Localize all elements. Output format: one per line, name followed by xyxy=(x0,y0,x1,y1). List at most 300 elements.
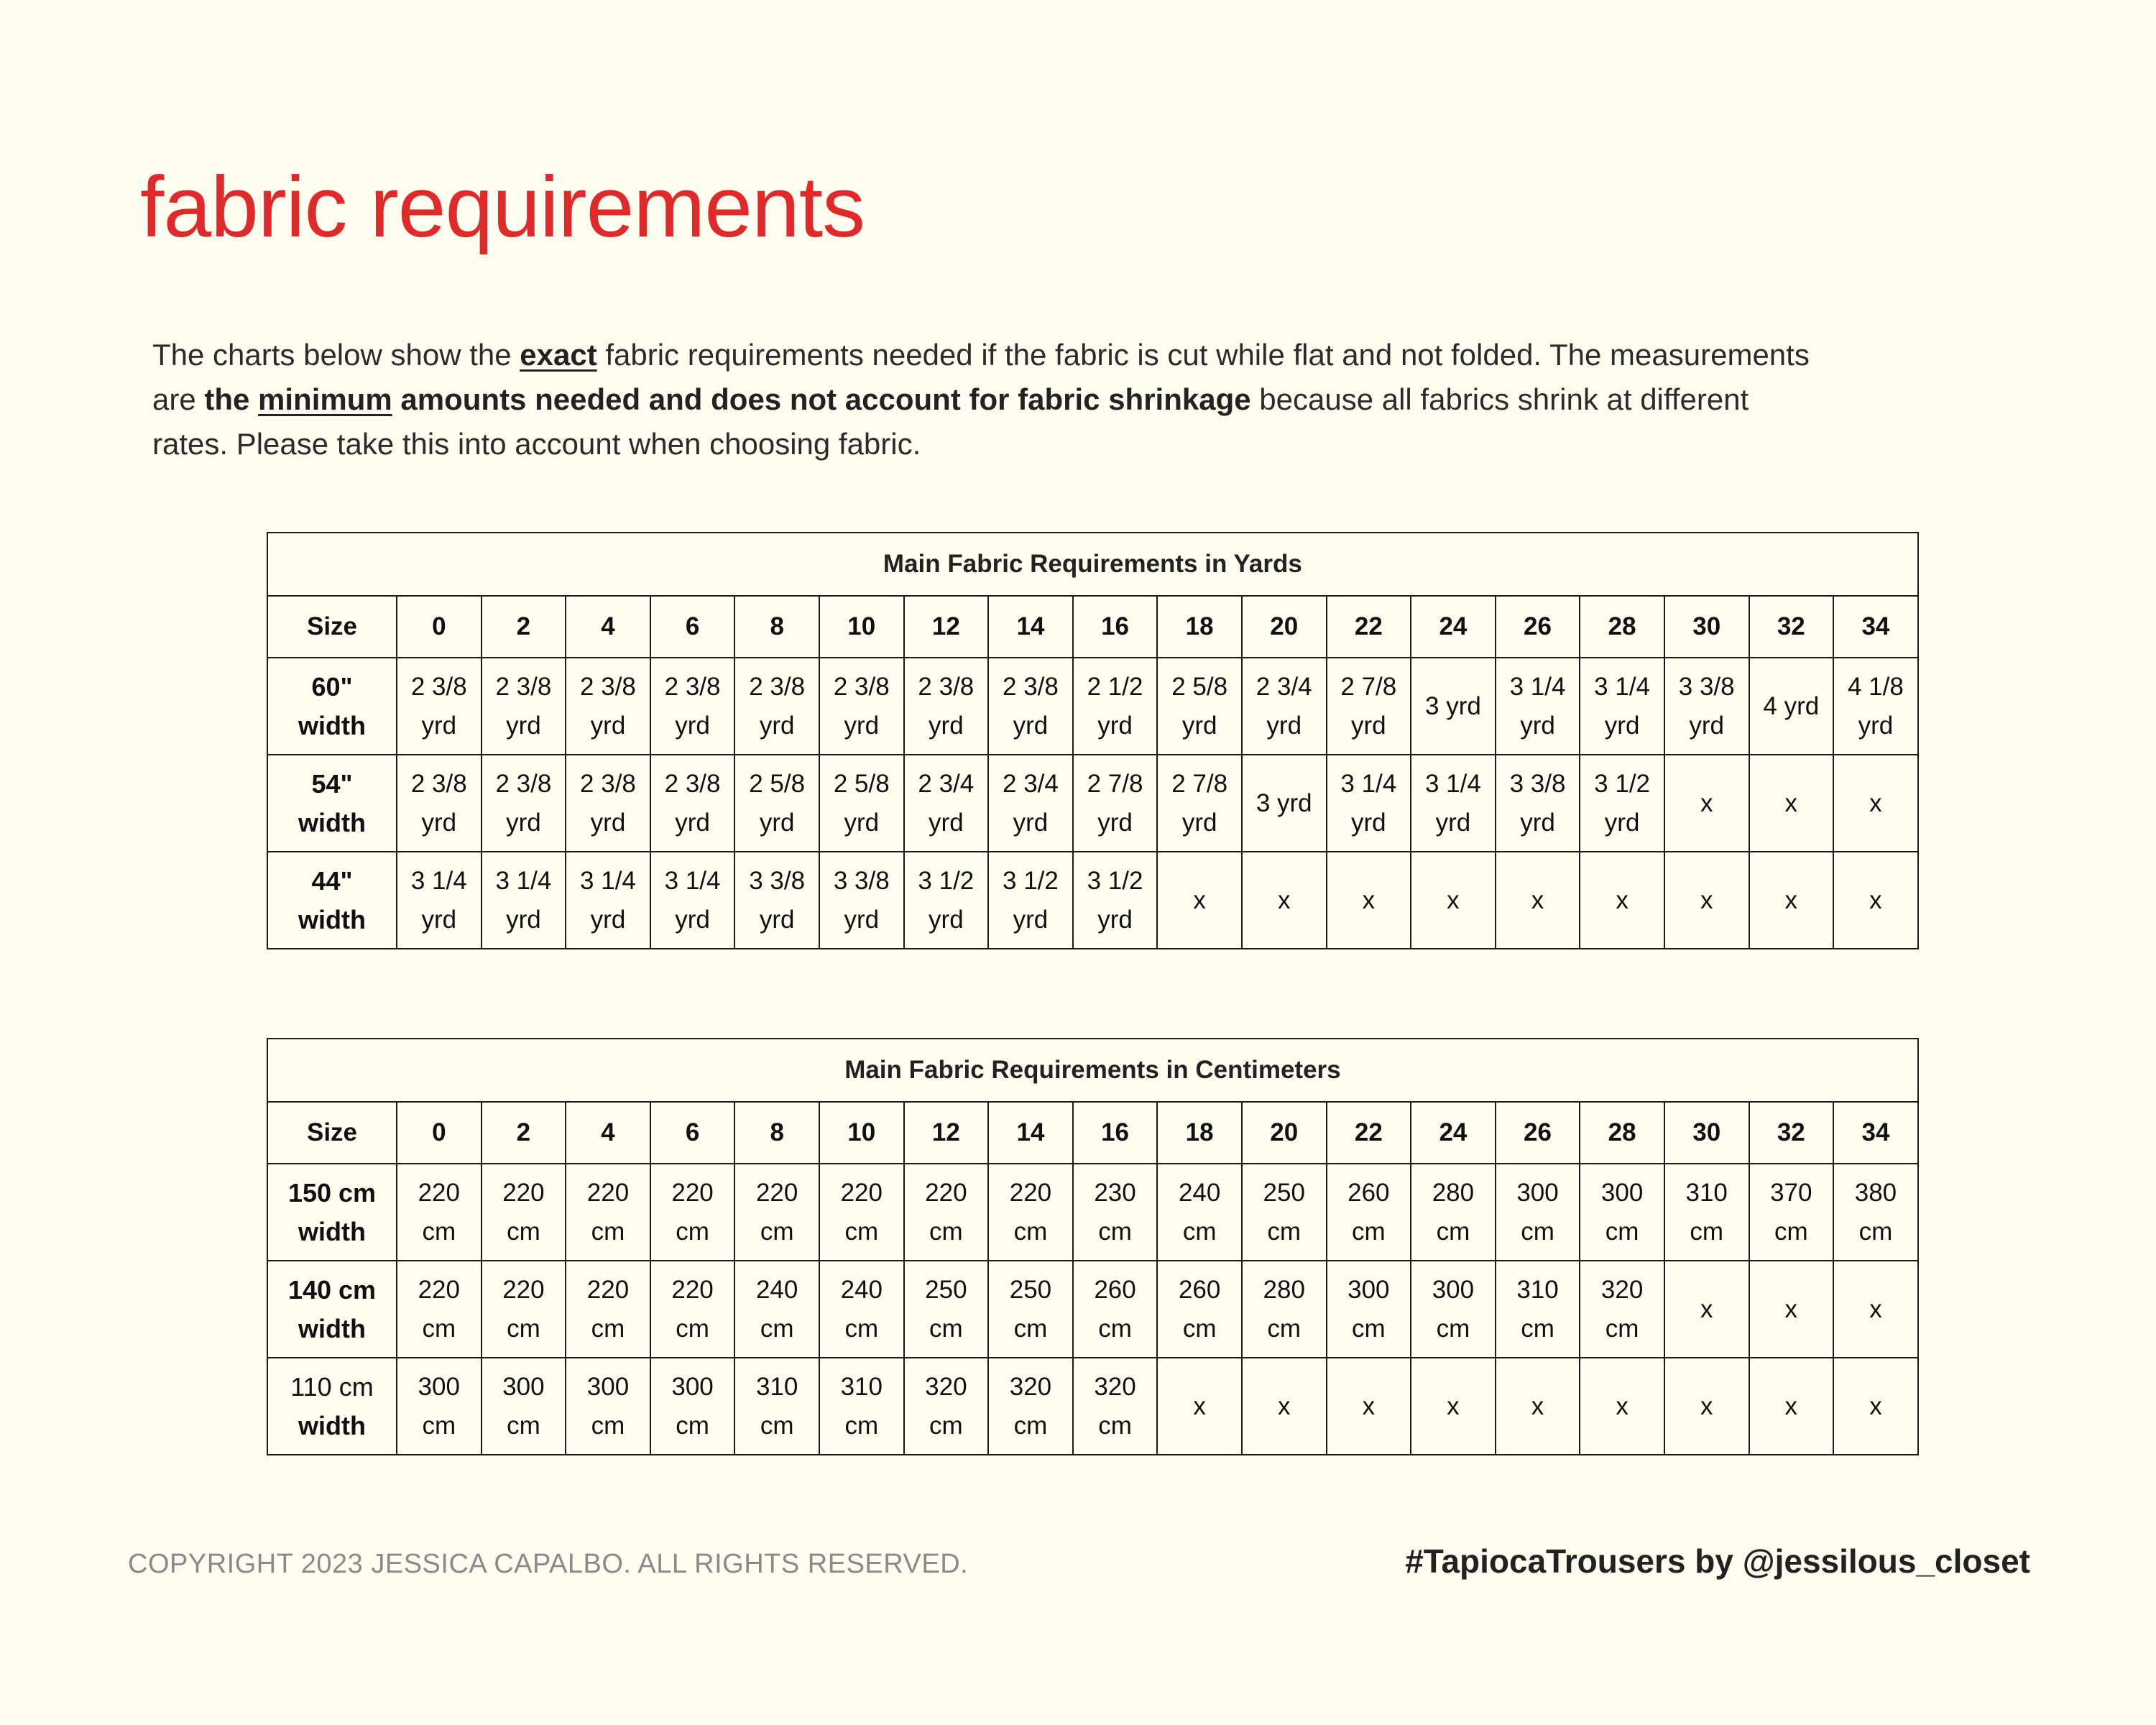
cell-line: yrd xyxy=(929,711,964,740)
table-cell xyxy=(397,852,482,949)
cell-line: x xyxy=(1447,1392,1460,1420)
yards-requirements-table xyxy=(267,532,1919,949)
table-cell xyxy=(1664,1358,1749,1455)
table-cell xyxy=(1411,658,1496,755)
cell-line: 300 xyxy=(1516,1178,1559,1207)
table-cell xyxy=(1664,658,1749,755)
size-header-14: 14 xyxy=(988,1102,1073,1164)
cell-line: 3 1/2 xyxy=(1594,769,1651,798)
cell-line: 250 xyxy=(1263,1178,1305,1207)
cell-line: cm xyxy=(422,1314,456,1343)
size-header-label: Size xyxy=(267,1102,397,1164)
cell-line: cm xyxy=(676,1314,709,1343)
cell-line: yrd xyxy=(590,905,626,934)
cell-line: cm xyxy=(422,1217,456,1246)
cell-line: cm xyxy=(676,1217,709,1246)
size-header-label: Size xyxy=(267,596,397,658)
cell-line: x xyxy=(1616,886,1628,914)
row-label xyxy=(267,1358,397,1455)
cell-line: cm xyxy=(760,1217,794,1246)
cell-line: cm xyxy=(1605,1217,1639,1246)
row-label-width: 110 cm xyxy=(290,1371,374,1402)
cell-line: 280 xyxy=(1432,1178,1475,1207)
cell-line: 2 3/4 xyxy=(1003,769,1059,798)
table-cell xyxy=(1580,755,1664,852)
cell-line: 220 xyxy=(586,1275,630,1304)
size-header-row xyxy=(267,1102,1918,1164)
table-cell xyxy=(1833,1358,1918,1455)
cell-line: cm xyxy=(1013,1314,1048,1343)
table-cell xyxy=(819,852,904,949)
size-header-34: 34 xyxy=(1833,1102,1918,1164)
table-cell xyxy=(1496,1261,1580,1358)
cell-line: 380 xyxy=(1854,1178,1897,1207)
cell-line: x xyxy=(1700,788,1713,817)
cell-line: 2 3/8 xyxy=(410,769,467,798)
size-header-30: 30 xyxy=(1664,1102,1749,1164)
table-cell xyxy=(1327,1164,1411,1261)
cell-line: 310 xyxy=(840,1372,883,1401)
table-cell xyxy=(904,1261,989,1358)
table-cell xyxy=(819,658,904,755)
cell-line: cm xyxy=(1521,1314,1554,1343)
table-cell xyxy=(904,658,989,755)
size-header-26: 26 xyxy=(1496,596,1580,658)
cell-line: 240 xyxy=(840,1275,883,1304)
row-label xyxy=(267,852,397,949)
table-cell xyxy=(1411,1164,1496,1261)
copyright-notice: COPYRIGHT 2023 JESSICA CAPALBO. ALL RIGHTS RESERVED. xyxy=(128,1549,969,1579)
table-cell xyxy=(650,755,735,852)
table-row xyxy=(267,658,1918,755)
table-cell xyxy=(1496,852,1580,949)
table-title-row xyxy=(267,533,1918,596)
cell-line: 2 5/8 xyxy=(833,769,890,798)
size-header-0: 0 xyxy=(397,596,482,658)
cell-line: cm xyxy=(760,1411,794,1440)
table-cell xyxy=(1833,852,1918,949)
cell-line: 3 3/8 xyxy=(1678,672,1735,701)
table-cell xyxy=(734,1164,819,1261)
cell-line: yrd xyxy=(1181,711,1217,740)
table-cell xyxy=(1242,658,1327,755)
cell-line: cm xyxy=(1690,1217,1724,1246)
size-header-24: 24 xyxy=(1411,1102,1496,1164)
table-cell xyxy=(734,658,819,755)
intro-exact: exact xyxy=(520,338,597,372)
table-cell xyxy=(1833,1261,1918,1358)
cell-line: yrd xyxy=(1858,711,1894,740)
row-label-width: 150 cm xyxy=(287,1177,377,1208)
table-cell xyxy=(1833,658,1918,755)
cell-line: cm xyxy=(676,1411,709,1440)
table-cell xyxy=(1496,1164,1580,1261)
cell-line: yrd xyxy=(1097,905,1133,934)
cell-line: 2 1/2 xyxy=(1087,672,1143,701)
cell-line: cm xyxy=(591,1411,625,1440)
table-cell xyxy=(650,658,735,755)
cell-line: 220 xyxy=(502,1178,545,1207)
table-row xyxy=(267,1261,1918,1358)
table-cell xyxy=(1073,658,1158,755)
size-header-22: 22 xyxy=(1327,1102,1411,1164)
cell-line: 300 xyxy=(1348,1275,1390,1304)
cell-line: cm xyxy=(760,1314,794,1343)
table-cell xyxy=(988,1164,1073,1261)
cell-line: 260 xyxy=(1178,1275,1221,1304)
cell-line: 2 3/8 xyxy=(749,672,806,701)
table-title: Main Fabric Requirements in Yards xyxy=(267,533,1918,596)
table-cell xyxy=(1157,755,1242,852)
cell-line: cm xyxy=(1182,1217,1217,1246)
cell-line: yrd xyxy=(1097,808,1133,837)
cell-line: 2 3/8 xyxy=(833,672,890,701)
cell-line: cm xyxy=(1352,1314,1386,1343)
cell-line: 320 xyxy=(1009,1372,1052,1401)
cell-line: cm xyxy=(1521,1217,1554,1246)
table-cell xyxy=(1242,1358,1327,1455)
table-cell xyxy=(650,852,735,949)
row-label-suffix: width xyxy=(298,1216,366,1246)
table-cell xyxy=(1157,658,1242,755)
table-cell xyxy=(1580,1358,1664,1455)
cell-line: 3 1/2 xyxy=(1003,866,1059,895)
table-cell xyxy=(1664,1164,1749,1261)
table-cell xyxy=(1242,1164,1327,1261)
table-row xyxy=(267,852,1918,949)
table-cell xyxy=(988,1261,1073,1358)
cell-line: yrd xyxy=(759,711,795,740)
table-cell xyxy=(904,755,989,852)
table-row xyxy=(267,1164,1918,1261)
cell-line: 220 xyxy=(418,1275,460,1304)
table-cell xyxy=(988,658,1073,755)
cell-line: 240 xyxy=(1178,1178,1221,1207)
cell-line: 3 1/2 xyxy=(1087,866,1143,895)
table-cell xyxy=(1327,1261,1411,1358)
size-header-18: 18 xyxy=(1157,596,1242,658)
cell-line: cm xyxy=(422,1411,456,1440)
table-cell xyxy=(482,1358,566,1455)
table-cell xyxy=(397,755,482,852)
cell-line: 260 xyxy=(1094,1275,1136,1304)
table-cell xyxy=(1242,1261,1327,1358)
cell-line: cm xyxy=(591,1217,625,1246)
table-cell xyxy=(566,1164,650,1261)
size-header-34: 34 xyxy=(1833,596,1918,658)
table-cell xyxy=(1580,852,1664,949)
table-cell xyxy=(1157,1261,1242,1358)
cell-line: 310 xyxy=(1516,1275,1559,1304)
cell-line: cm xyxy=(1605,1314,1639,1343)
cell-line: 3 1/4 xyxy=(1424,769,1481,798)
table-cell xyxy=(1073,1358,1158,1455)
table-cell xyxy=(1327,755,1411,852)
table-cell xyxy=(566,852,650,949)
size-header-row xyxy=(267,596,1918,658)
cell-line: yrd xyxy=(929,808,964,837)
table-cell xyxy=(1242,755,1327,852)
intro-minimum: minimum xyxy=(258,382,392,416)
table-cell xyxy=(1327,1358,1411,1455)
cell-line: x xyxy=(1869,788,1882,817)
table-cell xyxy=(397,1164,482,1261)
table-cell xyxy=(1157,852,1242,949)
table-cell xyxy=(819,755,904,852)
cell-line: 2 3/4 xyxy=(1256,672,1312,701)
table-row xyxy=(267,1358,1918,1455)
cell-line: 300 xyxy=(1600,1178,1644,1207)
cell-line: 300 xyxy=(586,1372,630,1401)
size-header-4: 4 xyxy=(566,1102,650,1164)
cell-line: 310 xyxy=(1685,1178,1728,1207)
size-header-12: 12 xyxy=(904,1102,989,1164)
intro-text-3: because all fabrics shrink at different rates. Please take this into account when choosing fabric. xyxy=(152,382,1749,461)
cell-line: x xyxy=(1193,1392,1206,1420)
table-cell xyxy=(904,1358,989,1455)
cell-line: x xyxy=(1869,1294,1882,1323)
cell-line: 2 7/8 xyxy=(1340,672,1397,701)
table-cell xyxy=(1496,1358,1580,1455)
centimeters-requirements-table xyxy=(267,1038,1919,1455)
table-cell xyxy=(566,658,650,755)
table-title: Main Fabric Requirements in Centimeters xyxy=(267,1039,1918,1102)
size-header-28: 28 xyxy=(1580,596,1664,658)
cell-line: 320 xyxy=(1600,1275,1644,1304)
row-label xyxy=(267,1261,397,1358)
cell-line: 310 xyxy=(755,1372,798,1401)
row-label-suffix: width xyxy=(298,904,366,934)
cell-line: x xyxy=(1531,1392,1544,1420)
table-cell xyxy=(819,1261,904,1358)
table-cell xyxy=(1073,1261,1158,1358)
cell-line: 220 xyxy=(671,1275,714,1304)
cell-line: yrd xyxy=(1266,711,1302,740)
table-cell xyxy=(1073,852,1158,949)
table-cell xyxy=(904,1164,989,1261)
cell-line: yrd xyxy=(1351,711,1386,740)
cell-line: x xyxy=(1362,1392,1376,1420)
table-title-row xyxy=(267,1039,1918,1102)
cell-line: 220 xyxy=(840,1178,883,1207)
table-cell xyxy=(904,852,989,949)
table-cell xyxy=(566,1358,650,1455)
cell-line: 220 xyxy=(925,1178,967,1207)
cell-line: cm xyxy=(1182,1314,1217,1343)
cell-line: yrd xyxy=(1013,808,1049,837)
size-header-14: 14 xyxy=(988,596,1073,658)
cell-line: 2 3/8 xyxy=(580,672,636,701)
table-cell xyxy=(650,1164,735,1261)
cell-line: 3 1/4 xyxy=(495,866,552,895)
cell-line: x xyxy=(1700,1294,1713,1323)
cell-line: 3 1/4 xyxy=(664,866,721,895)
table-cell xyxy=(1749,1261,1834,1358)
cell-line: 220 xyxy=(755,1178,798,1207)
table-cell xyxy=(988,1358,1073,1455)
cell-line: x xyxy=(1193,886,1206,914)
table-cell xyxy=(482,1261,566,1358)
cell-line: cm xyxy=(507,1217,540,1246)
cell-line: cm xyxy=(844,1217,879,1246)
size-header-24: 24 xyxy=(1411,596,1496,658)
cell-line: 3 1/4 xyxy=(1340,769,1397,798)
cell-line: yrd xyxy=(1097,711,1133,740)
cell-line: x xyxy=(1784,788,1798,817)
cell-line: yrd xyxy=(421,905,457,934)
table-cell xyxy=(566,1261,650,1358)
cell-line: yrd xyxy=(1181,808,1217,837)
cell-line: x xyxy=(1277,886,1291,914)
table-cell xyxy=(1833,755,1918,852)
cell-line: 3 yrd xyxy=(1425,691,1481,720)
cell-line: 3 1/4 xyxy=(1594,672,1651,701)
size-header-18: 18 xyxy=(1157,1102,1242,1164)
cell-line: cm xyxy=(1098,1411,1132,1440)
cell-line: yrd xyxy=(1604,808,1640,837)
cell-line: cm xyxy=(507,1411,540,1440)
table-cell xyxy=(1580,658,1664,755)
cell-line: 2 3/8 xyxy=(495,769,552,798)
cell-line: 3 3/8 xyxy=(1509,769,1566,798)
cell-line: x xyxy=(1784,1294,1798,1323)
cell-line: yrd xyxy=(1013,905,1049,934)
table-cell xyxy=(988,755,1073,852)
cell-line: cm xyxy=(929,1411,963,1440)
intro-text-1: The charts below show the xyxy=(152,338,520,372)
size-header-10: 10 xyxy=(819,1102,904,1164)
cell-line: 250 xyxy=(925,1275,967,1304)
table-cell xyxy=(1411,1358,1496,1455)
cell-line: 3 1/4 xyxy=(580,866,636,895)
cell-line: cm xyxy=(591,1314,625,1343)
cell-line: 220 xyxy=(586,1178,630,1207)
cell-line: x xyxy=(1700,1392,1713,1420)
cell-line: yrd xyxy=(844,808,880,837)
table-cell xyxy=(819,1358,904,1455)
cell-line: 320 xyxy=(925,1372,967,1401)
cell-line: 3 yrd xyxy=(1256,788,1312,817)
cell-line: 4 yrd xyxy=(1763,691,1820,720)
cell-line: 2 3/8 xyxy=(580,769,636,798)
size-header-28: 28 xyxy=(1580,1102,1664,1164)
table-cell xyxy=(1157,1164,1242,1261)
cell-line: cm xyxy=(1352,1217,1386,1246)
table-cell xyxy=(988,852,1073,949)
size-header-16: 16 xyxy=(1073,596,1158,658)
cell-line: yrd xyxy=(1520,808,1555,837)
cell-line: 3 1/4 xyxy=(410,866,467,895)
table-cell xyxy=(1664,852,1749,949)
table-cell xyxy=(734,1358,819,1455)
table-cell xyxy=(1749,755,1834,852)
size-header-20: 20 xyxy=(1242,1102,1327,1164)
cell-line: yrd xyxy=(1013,711,1049,740)
cell-line: yrd xyxy=(421,808,457,837)
cell-line: yrd xyxy=(590,808,626,837)
cell-line: 280 xyxy=(1263,1275,1305,1304)
cell-line: 2 3/8 xyxy=(495,672,552,701)
table-cell xyxy=(397,658,482,755)
cell-line: yrd xyxy=(1689,711,1725,740)
row-label-suffix: width xyxy=(298,807,366,837)
table-cell xyxy=(482,755,566,852)
cell-line: 250 xyxy=(1009,1275,1052,1304)
hashtag-credit: #TapiocaTrousers by @jessilous_closet xyxy=(1405,1542,2030,1580)
cell-line: x xyxy=(1700,886,1713,914)
table-cell xyxy=(650,1261,735,1358)
size-header-32: 32 xyxy=(1749,596,1834,658)
cell-line: 2 3/8 xyxy=(1003,672,1059,701)
cell-line: yrd xyxy=(1520,711,1555,740)
size-header-2: 2 xyxy=(482,596,566,658)
cell-line: cm xyxy=(929,1217,963,1246)
table-cell xyxy=(1327,658,1411,755)
row-label xyxy=(267,755,397,852)
cell-line: x xyxy=(1869,886,1882,914)
cell-line: x xyxy=(1277,1392,1291,1420)
row-label-width: 60" xyxy=(311,671,353,702)
cell-line: cm xyxy=(1013,1411,1048,1440)
cell-line: cm xyxy=(1436,1314,1470,1343)
cell-line: cm xyxy=(929,1314,963,1343)
cell-line: 300 xyxy=(418,1372,460,1401)
table-cell xyxy=(1749,852,1834,949)
table-cell xyxy=(1580,1261,1664,1358)
cell-line: yrd xyxy=(844,711,880,740)
cell-line: 2 7/8 xyxy=(1171,769,1228,798)
cell-line: cm xyxy=(1267,1217,1302,1246)
table-cell xyxy=(397,1261,482,1358)
size-header-32: 32 xyxy=(1749,1102,1834,1164)
table-cell xyxy=(397,1358,482,1455)
cell-line: yrd xyxy=(759,808,795,837)
cell-line: 220 xyxy=(418,1178,460,1207)
size-header-30: 30 xyxy=(1664,596,1749,658)
table-cell xyxy=(1073,755,1158,852)
cell-line: x xyxy=(1616,1392,1628,1420)
table-cell xyxy=(1664,755,1749,852)
cell-line: cm xyxy=(1013,1217,1048,1246)
cell-line: yrd xyxy=(590,711,626,740)
row-label xyxy=(267,658,397,755)
cell-line: yrd xyxy=(1604,711,1640,740)
intro-text-2: fabric requirements needed if the fabric is cut while flat and not folded. The measurements are xyxy=(152,338,1810,416)
table-cell xyxy=(1749,1164,1834,1261)
table-cell xyxy=(482,658,566,755)
cell-line: x xyxy=(1784,886,1798,914)
cell-line: yrd xyxy=(675,905,710,934)
cell-line: 2 3/8 xyxy=(664,769,721,798)
cell-line: yrd xyxy=(421,711,457,740)
size-header-6: 6 xyxy=(650,596,735,658)
cell-line: 3 3/8 xyxy=(833,866,890,895)
table-cell xyxy=(1749,1358,1834,1455)
page-title: fabric requirements xyxy=(140,159,865,255)
size-header-0: 0 xyxy=(397,1102,482,1164)
cell-line: 2 3/8 xyxy=(410,672,467,701)
cell-line: 260 xyxy=(1348,1178,1390,1207)
table-cell xyxy=(1073,1164,1158,1261)
cell-line: x xyxy=(1531,886,1544,914)
table-cell xyxy=(1411,755,1496,852)
intro-bold-2: amounts needed and does not account for fabric shrinkage xyxy=(392,382,1251,416)
table-cell xyxy=(566,755,650,852)
size-header-16: 16 xyxy=(1073,1102,1158,1164)
table-cell xyxy=(482,1164,566,1261)
table-cell xyxy=(650,1358,735,1455)
cell-line: 2 5/8 xyxy=(749,769,806,798)
